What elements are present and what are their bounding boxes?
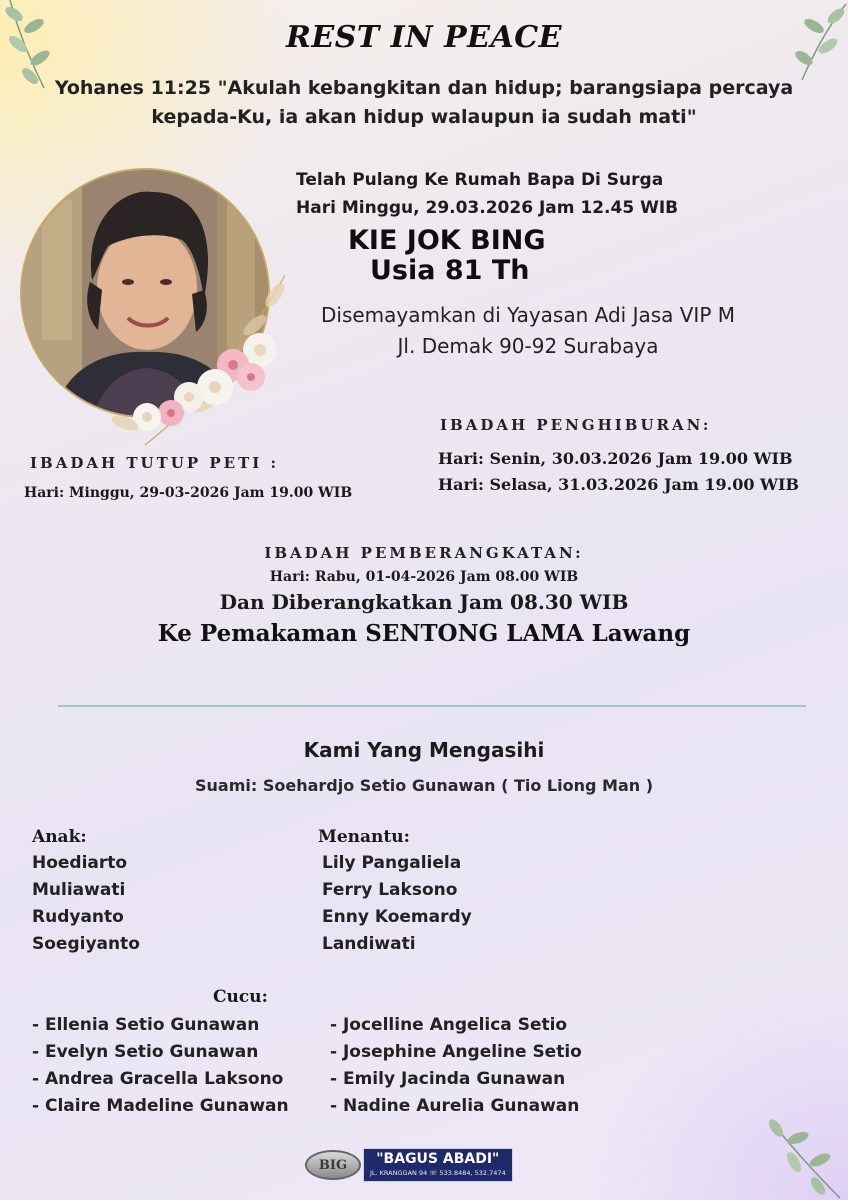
cucu-column-right	[330, 1012, 582, 1120]
spouse-line: Suami: Soehardjo Setio Gunawan ( Tio Liong Man )	[194, 776, 654, 795]
verse-line-1: Yohanes 11:25 "Akulah kebangkitan dan hidup; barangsiapa percaya	[54, 77, 794, 99]
leaf-branch-bottom-right	[760, 1110, 848, 1200]
menantu-item: Ferry Laksono	[322, 880, 458, 900]
cucu-item: - Evelyn Setio Gunawan	[32, 1042, 259, 1062]
cucu-item: - Josephine Angeline Setio	[330, 1042, 582, 1062]
pemberangkatan-time: Hari: Rabu, 01-04-2026 Jam 08.00 WIB	[269, 569, 579, 585]
penghiburan-heading: IBADAH PENGHIBURAN:	[440, 416, 712, 434]
menantu-column	[318, 824, 472, 958]
penghiburan-time-1: Hari: Senin, 30.03.2026 Jam 19.00 WIB	[438, 449, 793, 468]
location-line-2: Jl. Demak 90-92 Surabaya	[397, 334, 659, 358]
menantu-item: Landiwati	[322, 934, 416, 954]
section-divider	[58, 705, 806, 707]
tutup-peti-heading: IBADAH TUTUP PETI :	[30, 454, 280, 472]
deceased-age: Usia 81 Th	[370, 255, 530, 286]
cucu-item: - Emily Jacinda Gunawan	[330, 1069, 566, 1089]
cucu-item: - Ellenia Setio Gunawan	[32, 1015, 260, 1035]
cucu-column-left	[32, 1012, 289, 1120]
location-line-1: Disemayamkan di Yayasan Adi Jasa VIP M	[320, 303, 736, 327]
cucu-item: - Jocelline Angelica Setio	[330, 1015, 568, 1035]
cucu-item: - Claire Madeline Gunawan	[32, 1096, 289, 1116]
menantu-item: Enny Koemardy	[322, 907, 472, 927]
cemetery-name: Ke Pemakaman SENTONG LAMA Lawang	[157, 620, 691, 647]
pemberangkatan-section	[0, 544, 848, 652]
logo-emblem	[305, 1150, 361, 1180]
anak-label: Anak:	[32, 827, 87, 847]
menantu-item: Lily Pangaliela	[322, 853, 462, 873]
pemberangkatan-heading: IBADAH PEMBERANGKATAN:	[264, 544, 584, 562]
menantu-label: Menantu:	[318, 827, 410, 847]
passing-announcement	[296, 166, 678, 222]
bible-verse	[0, 74, 848, 132]
cucu-item: - Andrea Gracella Laksono	[32, 1069, 284, 1089]
cucu-item: - Nadine Aurelia Gunawan	[330, 1096, 580, 1116]
anak-item: Rudyanto	[32, 907, 124, 927]
funeral-home-logo	[305, 1148, 513, 1182]
anak-item: Muliawati	[32, 880, 126, 900]
verse-line-2: kepada-Ku, ia akan hidup walaupun ia sudah mati"	[151, 106, 697, 128]
penghiburan-section	[438, 416, 818, 498]
floral-ornament	[85, 255, 300, 450]
anak-item: Soegiyanto	[32, 934, 140, 954]
location-block	[298, 300, 758, 362]
page-title: REST IN PEACE	[285, 20, 563, 55]
logo-name: "BAGUS ABADI"	[376, 1151, 500, 1167]
deceased-name: KIE JOK BING	[348, 225, 546, 256]
logo-address: JL. KRANGGAN 94 ☏ 533.8484, 532.7474	[370, 1169, 506, 1177]
family-heading: Kami Yang Mengasihi	[303, 738, 545, 762]
tutup-peti-time: Hari: Minggu, 29-03-2026 Jam 19.00 WIB	[24, 485, 353, 501]
announcement-line-1: Telah Pulang Ke Rumah Bapa Di Surga	[296, 170, 664, 190]
departure-time: Dan Diberangkatkan Jam 08.30 WIB	[219, 590, 629, 614]
penghiburan-time-2: Hari: Selasa, 31.03.2026 Jam 19.00 WIB	[438, 475, 800, 494]
deceased-block	[348, 226, 546, 286]
announcement-line-2: Hari Minggu, 29.03.2026 Jam 12.45 WIB	[296, 198, 679, 218]
logo-emblem-text: BIG	[318, 1157, 348, 1173]
anak-column	[32, 824, 140, 958]
tutup-peti-section	[24, 454, 414, 504]
anak-item: Hoediarto	[32, 853, 128, 873]
logo-plate	[363, 1148, 513, 1182]
cucu-label: Cucu:	[213, 987, 268, 1007]
